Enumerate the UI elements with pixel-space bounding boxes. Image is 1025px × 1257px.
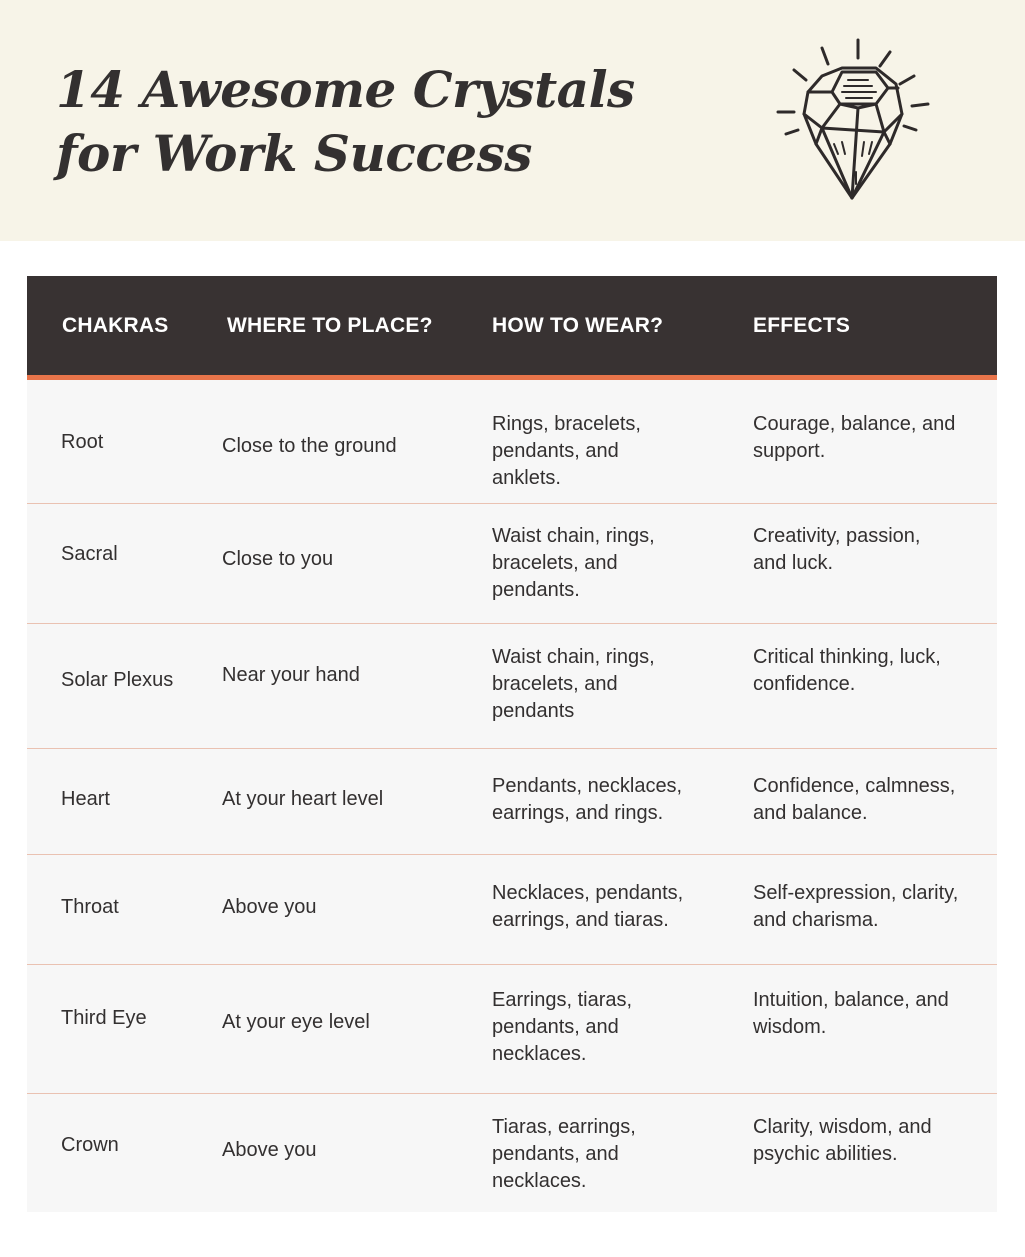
wear-line: pendants, and <box>492 1143 619 1165</box>
place-cell: At your heart level <box>222 788 384 810</box>
header-how-to-wear: HOW TO WEAR? <box>492 314 664 337</box>
table-row <box>27 1094 997 1212</box>
effects-line: Creativity, passion, <box>753 525 921 547</box>
header-effects: EFFECTS <box>753 314 851 337</box>
wear-cell <box>492 1114 732 1195</box>
place-cell: Above you <box>222 1139 317 1161</box>
table-row <box>27 749 997 855</box>
effects-cell <box>753 880 993 934</box>
effects-line: confidence. <box>753 673 856 695</box>
wear-cell <box>492 880 732 934</box>
header-chakras: CHAKRAS <box>62 314 169 337</box>
effects-line: Clarity, wisdom, and <box>753 1116 932 1138</box>
effects-cell <box>753 644 993 698</box>
wear-line: Waist chain, rings, <box>492 646 655 668</box>
place-cell: Above you <box>222 896 317 918</box>
effects-line: and charisma. <box>753 909 879 931</box>
wear-cell <box>492 523 732 604</box>
header-banner <box>0 0 1025 241</box>
effects-line: Courage, balance, and <box>753 413 956 435</box>
wear-line: pendants <box>492 700 575 722</box>
wear-line: Rings, bracelets, <box>492 413 641 435</box>
table-header <box>27 276 997 380</box>
wear-cell <box>492 644 732 725</box>
place-cell: Close to the ground <box>222 435 397 457</box>
wear-line: anklets. <box>492 467 561 489</box>
wear-line: Tiaras, earrings, <box>492 1116 636 1138</box>
wear-line: Earrings, tiaras, <box>492 989 633 1011</box>
place-cell: At your eye level <box>222 1011 370 1033</box>
place-cell: Close to you <box>222 548 334 570</box>
wear-line: pendants. <box>492 579 580 601</box>
place-cell: Near your hand <box>222 664 360 686</box>
effects-line: wisdom. <box>753 1016 827 1038</box>
title-line-2: for Work Success <box>56 124 532 183</box>
chakra-cell: Root <box>61 431 104 453</box>
wear-line: necklaces. <box>492 1170 587 1192</box>
wear-line: pendants, and <box>492 440 619 462</box>
chakra-table <box>27 276 997 1212</box>
chakra-cell: Throat <box>61 896 119 918</box>
title-line-1: 14 Awesome Crystals <box>56 60 635 119</box>
wear-line: earrings, and tiaras. <box>492 909 669 931</box>
wear-line: bracelets, and <box>492 673 618 695</box>
wear-line: Pendants, necklaces, <box>492 775 683 797</box>
wear-line: necklaces. <box>492 1043 587 1065</box>
table-row <box>27 965 997 1094</box>
header-where-to-place: WHERE TO PLACE? <box>227 314 433 337</box>
effects-cell <box>753 411 993 465</box>
effects-line: Confidence, calmness, <box>753 775 956 797</box>
effects-cell <box>753 1114 993 1168</box>
chakra-cell: Solar Plexus <box>61 669 174 691</box>
effects-line: Intuition, balance, and <box>753 989 949 1011</box>
wear-cell <box>492 411 732 492</box>
wear-line: bracelets, and <box>492 552 618 574</box>
effects-line: Critical thinking, luck, <box>753 646 941 668</box>
chakra-cell: Sacral <box>61 543 118 565</box>
effects-cell <box>753 773 993 827</box>
crystal-gem-icon <box>772 36 932 204</box>
page-title <box>56 58 635 186</box>
wear-line: Waist chain, rings, <box>492 525 655 547</box>
wear-line: earrings, and rings. <box>492 802 664 824</box>
wear-cell <box>492 773 732 827</box>
effects-line: support. <box>753 440 826 462</box>
wear-line: Necklaces, pendants, <box>492 882 684 904</box>
effects-cell <box>753 987 993 1041</box>
table-row <box>27 380 997 504</box>
effects-line: psychic abilities. <box>753 1143 898 1165</box>
chakra-cell: Heart <box>61 788 110 810</box>
chakra-cell: Third Eye <box>61 1007 147 1029</box>
wear-cell <box>492 987 732 1068</box>
effects-line: and luck. <box>753 552 834 574</box>
table-row <box>27 855 997 965</box>
effects-line: and balance. <box>753 802 868 824</box>
chakra-cell: Crown <box>61 1134 119 1156</box>
table-row <box>27 504 997 624</box>
wear-line: pendants, and <box>492 1016 619 1038</box>
table-row <box>27 624 997 749</box>
effects-line: Self-expression, clarity, <box>753 882 959 904</box>
effects-cell <box>753 523 993 577</box>
